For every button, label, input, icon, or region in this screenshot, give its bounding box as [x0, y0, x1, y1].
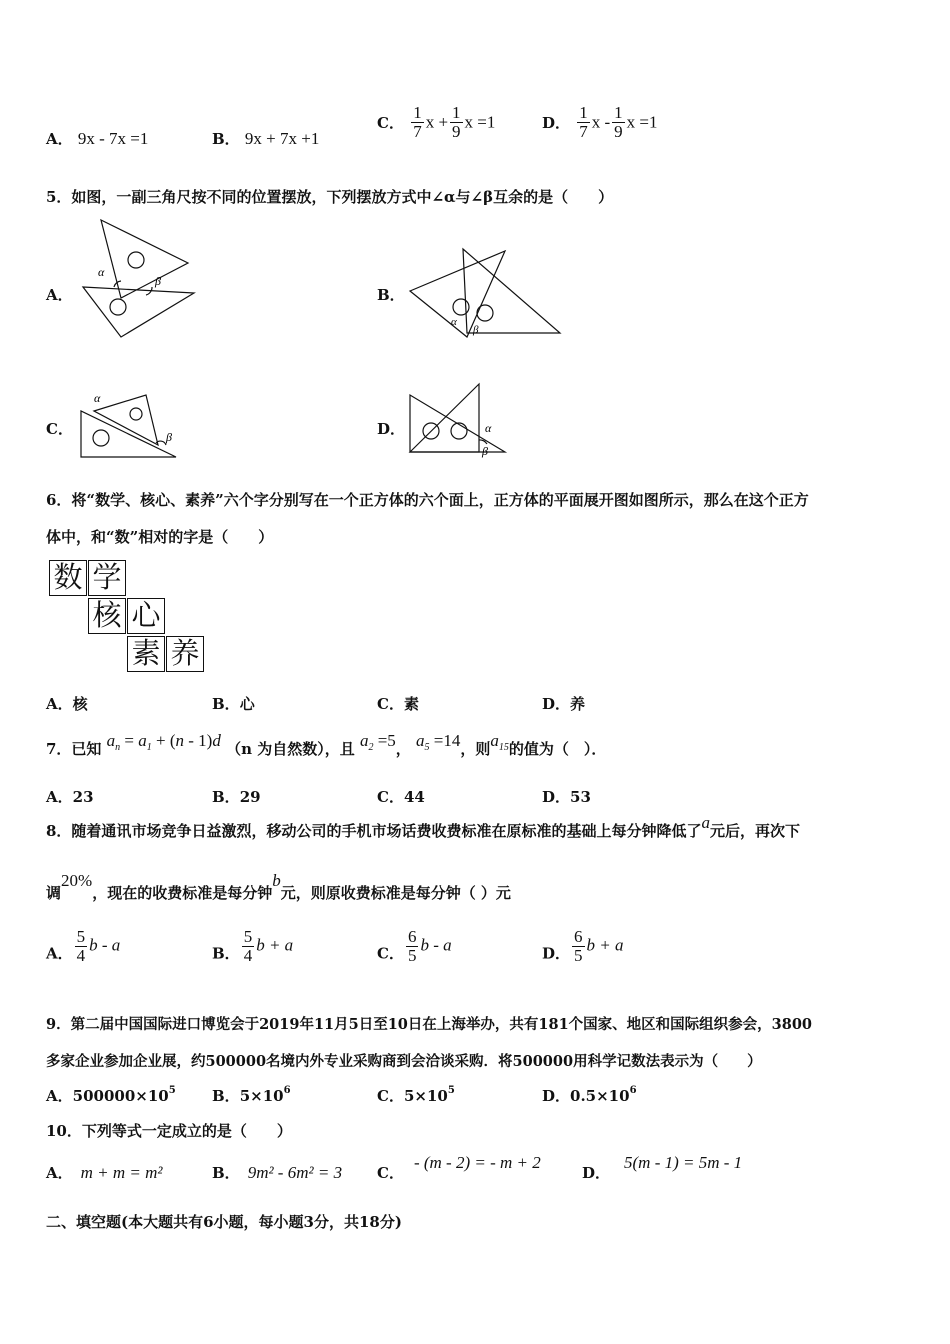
option-label: C． — [377, 695, 404, 713]
q7-stem — [46, 731, 607, 761]
q8-line2-pre: 调 — [46, 884, 62, 902]
q8-option-c — [377, 928, 452, 965]
option-label: B． — [212, 788, 240, 806]
num: 5 — [243, 927, 253, 946]
num: 1 — [579, 103, 588, 122]
triangle — [410, 251, 505, 337]
q4-b-expr: 9x + 7x +1 — [244, 129, 320, 148]
q8-line1 — [46, 813, 800, 841]
q5-label-c: C． — [46, 420, 73, 438]
q9-option-c — [377, 1085, 455, 1106]
q9-line2: 多家企业参加企业展，约500000名境内外专业采购商到会洽谈采购．将500000用科学记数法表示为（ ） — [46, 1053, 762, 1070]
den: 4 — [243, 946, 253, 965]
option-label: D． — [542, 1087, 571, 1105]
beta-label: β — [166, 430, 172, 444]
q5-label-d: D． — [377, 420, 406, 438]
option-base: 500000×10 — [72, 1087, 169, 1105]
q8-line2-mid: ，现在的收费标准是每分钟 — [92, 884, 273, 902]
q8-var-a: a — [701, 813, 710, 832]
q8-option-d — [542, 928, 624, 965]
q7-a15: $a_{15}$ — [490, 731, 509, 753]
section-heading: 二、填空题(本大题共有6小题，每小题3分，共18分) — [46, 1213, 402, 1231]
q8-line2-end: 元，则原收费标准是每分钟（ ）元 — [280, 884, 511, 902]
q6-option-b — [212, 693, 255, 714]
q9-line1: 9．第二届中国国际进口博览会于2019年11月5日至10日在上海举办，共有181个国家、地区和国际组织参会，3800 — [46, 1016, 813, 1033]
q6-option-c — [377, 693, 419, 714]
option-text: 44 — [403, 788, 425, 806]
num: 1 — [452, 103, 461, 122]
alpha-label: α — [94, 391, 101, 405]
q9-option-b — [212, 1085, 291, 1106]
q7-mid: ，则 — [460, 740, 491, 758]
q7-option-a — [46, 786, 94, 807]
circle — [477, 305, 493, 321]
q10-stem: 10．下列等式一定成立的是（ ） — [46, 1122, 292, 1140]
option-text: 素 — [403, 695, 419, 713]
option-base: 0.5×10 — [570, 1087, 630, 1105]
circle — [110, 299, 126, 315]
triangle — [463, 249, 560, 333]
option-label: D． — [542, 944, 571, 963]
beta-label: β — [155, 274, 161, 288]
option-expr: b + a — [586, 935, 624, 955]
q10-option-c — [377, 1153, 541, 1183]
circle — [93, 430, 109, 446]
q5-figure-c — [76, 385, 186, 465]
alpha-label: α — [485, 421, 492, 435]
q7-suffix: 的值为（ ）． — [508, 740, 607, 758]
q9-option-d — [542, 1085, 637, 1106]
frac — [577, 104, 590, 141]
option-text: 29 — [239, 788, 261, 806]
den: 7 — [579, 122, 588, 141]
alpha-label: α — [451, 316, 457, 328]
option-label: A． — [46, 695, 73, 713]
q6-option-a — [46, 693, 88, 714]
triangle — [410, 384, 479, 452]
q4-option-d — [542, 104, 658, 141]
option-label: D． — [582, 1164, 611, 1182]
beta-label: β — [473, 324, 479, 336]
q4-d-mid: x - — [591, 112, 611, 132]
option-label: B． — [212, 1087, 240, 1105]
sub: n — [115, 742, 121, 753]
q8-line1-text: 8．随着通讯市场竞争日益激烈，移动公司的手机市场话费收费标准在原标准的基础上每分钟降低了 — [46, 822, 702, 840]
option-text: 核 — [72, 695, 88, 713]
frac — [406, 928, 419, 965]
net-cell: 学 — [88, 560, 126, 596]
option-label: B． — [212, 944, 240, 963]
option-label: A． — [46, 1087, 73, 1105]
option-base: 5×10 — [403, 1087, 448, 1105]
option-exp: 6 — [629, 1085, 637, 1096]
q5-figure-b — [405, 245, 565, 340]
triangle — [81, 411, 176, 457]
net-cell: 数 — [49, 560, 87, 596]
q10-option-a — [46, 1162, 163, 1183]
option-label: C． — [377, 788, 404, 806]
sub: 15 — [498, 742, 509, 753]
q4-a-expr: 9x - 7x =1 — [77, 129, 149, 148]
option-label: C． — [377, 1164, 404, 1182]
option-label: B． — [212, 130, 240, 148]
q7-sep: ， — [395, 740, 411, 758]
frac — [612, 104, 625, 141]
q7-formula: $a_n = a_1 + (n - 1)d$ — [106, 731, 221, 753]
q4-c-post: x =1 — [464, 112, 496, 132]
option-expr: 5(m - 1) = 5m - 1 — [624, 1153, 743, 1172]
triangle — [83, 287, 194, 337]
q8-var-b: b — [272, 871, 281, 890]
q8-line2 — [46, 871, 511, 903]
q5-figure-d — [405, 380, 515, 458]
den: 4 — [76, 946, 86, 965]
option-label: A． — [46, 944, 73, 963]
q4-c-mid: x + — [425, 112, 449, 132]
num: 6 — [407, 927, 417, 946]
q5-label-b: B． — [377, 286, 405, 304]
q5-label-a: A． — [46, 286, 73, 304]
q4-option-b — [212, 128, 319, 149]
option-label: C． — [377, 944, 404, 963]
option-expr: m + m = m² — [80, 1163, 163, 1182]
frac — [75, 928, 88, 965]
circle — [128, 252, 144, 268]
q5-stem: 5．如图，一副三角尺按不同的位置摆放，下列摆放方式中∠α与∠β互余的是（ ） — [46, 188, 614, 206]
num: 1 — [413, 103, 422, 122]
option-exp: 5 — [168, 1085, 176, 1096]
den: 9 — [452, 122, 461, 141]
triangle — [94, 395, 158, 445]
sub: 1 — [146, 742, 152, 753]
option-label: A． — [46, 1164, 73, 1182]
q7-cond1: $a_2 =5$ — [359, 731, 396, 753]
den: 5 — [574, 946, 583, 965]
option-expr: b + a — [256, 935, 294, 955]
frac — [411, 104, 424, 141]
option-expr: 9m² - 6m² = 3 — [247, 1163, 343, 1182]
beta-label: β — [482, 444, 488, 458]
option-label: D． — [542, 695, 571, 713]
frac — [242, 928, 255, 965]
option-expr: b - a — [89, 935, 121, 955]
q6-stem-line1: 6．将“数学、核心、素养”六个字分别写在一个正方体的六个面上，正方体的平面展开图如图所示，那么在这个正方 — [46, 491, 809, 509]
frac — [572, 928, 585, 965]
den: 9 — [614, 122, 623, 141]
q4-d-post: x =1 — [626, 112, 658, 132]
q7-option-b — [212, 786, 261, 807]
q7-cond2: $a_5 =14$ — [416, 731, 461, 753]
option-label: D． — [542, 788, 571, 806]
q10-option-b — [212, 1162, 342, 1183]
option-exp: 5 — [447, 1085, 455, 1096]
net-cell: 素 — [127, 636, 165, 672]
q4-option-a — [46, 128, 148, 149]
q8-line1-end: 元后，再次下 — [709, 822, 800, 840]
circle — [451, 423, 467, 439]
option-text: 53 — [570, 788, 591, 806]
option-label: C． — [377, 114, 404, 132]
circle — [130, 408, 142, 420]
den: 7 — [413, 122, 422, 141]
alpha-label: α — [98, 265, 105, 279]
q8-option-a — [46, 928, 120, 965]
option-text: 养 — [570, 695, 586, 713]
option-text: 23 — [72, 788, 94, 806]
option-label: B． — [212, 695, 240, 713]
option-expr: - (m - 2) = - m + 2 — [413, 1153, 541, 1172]
option-label: C． — [377, 1087, 404, 1105]
sub: 5 — [424, 742, 430, 753]
net-cell: 心 — [127, 598, 165, 634]
q8-option-b — [212, 928, 293, 965]
option-text: 心 — [239, 695, 255, 713]
net-cell: 核 — [88, 598, 126, 634]
num: 1 — [614, 103, 623, 122]
q7-prefix: 7．已知 — [46, 740, 102, 758]
q10-option-d — [582, 1153, 743, 1183]
num: 6 — [574, 927, 583, 946]
frac — [450, 104, 463, 141]
option-base: 5×10 — [239, 1087, 284, 1105]
den: 5 — [407, 946, 417, 965]
q7-option-c — [377, 786, 425, 807]
option-label: D． — [542, 114, 571, 132]
option-expr: b - a — [420, 935, 452, 955]
net-cell: 养 — [166, 636, 204, 672]
q9-option-a — [46, 1085, 176, 1106]
q5-figure-a — [78, 215, 203, 340]
q7-note: （n 为自然数），且 — [226, 740, 355, 758]
q6-option-d — [542, 693, 585, 714]
q7-option-d — [542, 786, 591, 807]
num: 5 — [76, 927, 86, 946]
q6-stem-line2: 体中，和“数”相对的字是（ ） — [46, 528, 274, 546]
option-exp: 6 — [283, 1085, 291, 1096]
option-label: B． — [212, 1164, 240, 1182]
q8-pct: 20% — [61, 871, 93, 890]
circle — [453, 299, 469, 315]
q4-option-c — [377, 104, 495, 141]
option-label: A． — [46, 788, 73, 806]
sub: 2 — [368, 742, 374, 753]
option-label: A． — [46, 130, 73, 148]
